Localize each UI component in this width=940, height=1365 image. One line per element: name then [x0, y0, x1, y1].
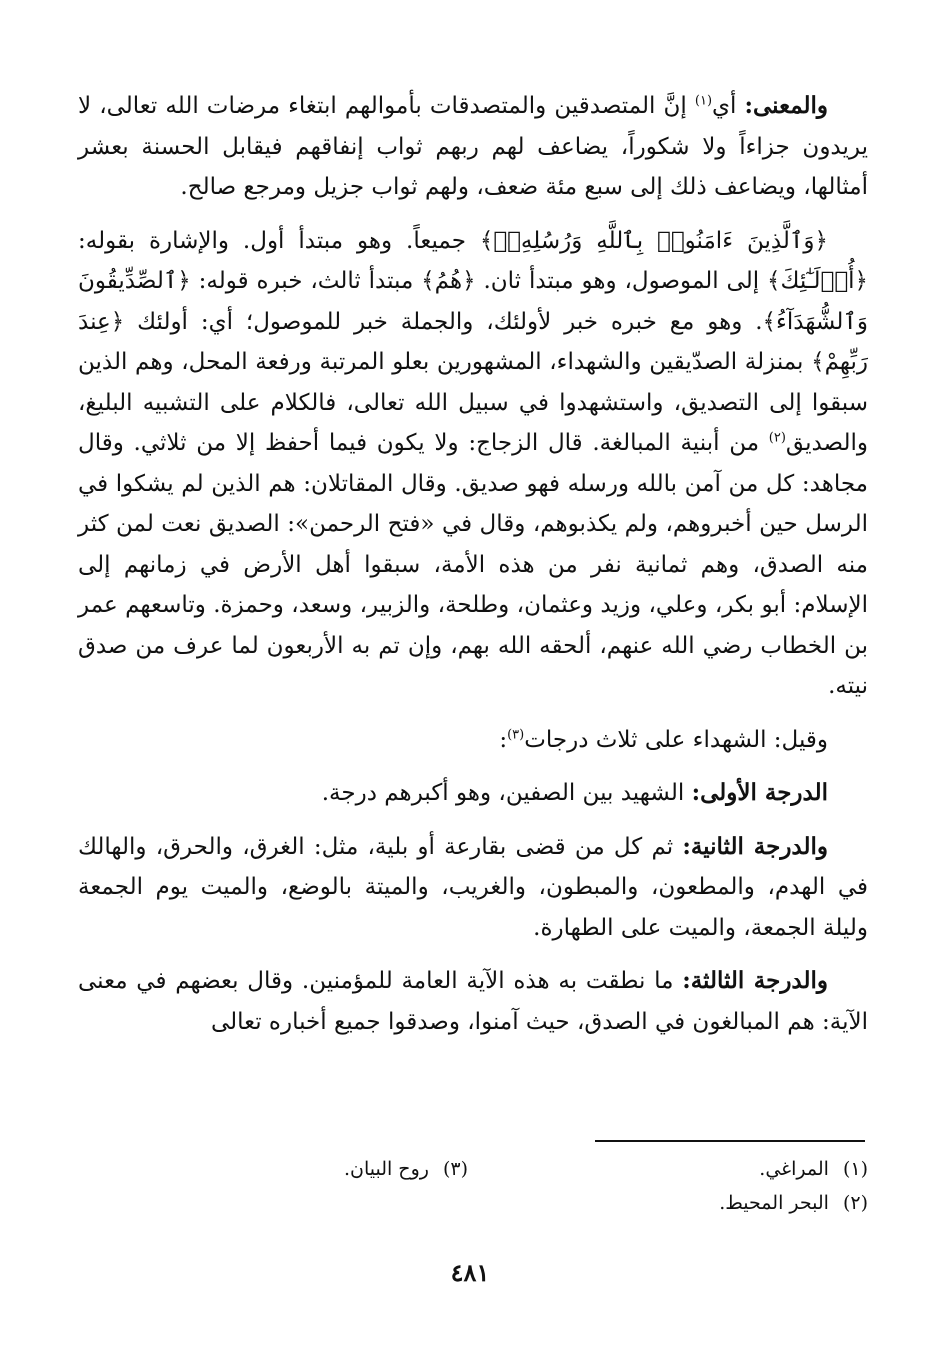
- footnotes-divider: [595, 1140, 865, 1142]
- footnote-ref: (٣): [507, 726, 525, 742]
- footnote-ref: (١): [694, 93, 713, 109]
- paragraph-martyrs-intro: [78, 720, 868, 761]
- text-run: ثم كل من قضى بقارعة أو بلية، مثل: الغرق، والحرق، والهالك في الهدم، والمطعون، والمبطون، والغريب، والميتة بالوضع، والميت يوم الجمعة وليلة الجمعة، والميت على الطهارة.: [78, 833, 868, 941]
- footnote-ref: (٢): [768, 430, 786, 446]
- paragraph-degree-2: [78, 827, 868, 949]
- footnote-text: روح البيان.: [343, 1158, 429, 1180]
- footnote-number: (٣): [442, 1158, 468, 1180]
- paragraph-lead: الدرجة الأولى:: [691, 779, 828, 806]
- footnote-number: (٢): [842, 1192, 868, 1214]
- text-run: أي: [712, 93, 745, 119]
- footnote-text: المراغي.: [759, 1158, 829, 1180]
- paragraph-lead: والدرجة الثالثة:: [682, 967, 829, 994]
- footnote-number: (١): [842, 1158, 868, 1180]
- main-text: [78, 86, 868, 1055]
- paragraph-meaning: [78, 86, 868, 208]
- text-run: ﴿وَٱلَّذِينَ ءَامَنُوا۟ بِٱللَّهِ وَرُسُلِهِۦٓ﴾ جميعاً. وهو مبتدأ أول. والإشارة بقوله: ﴿أُو۟لَـٰٓئِكَ﴾ إلى الموصول، وهو مبتدأ ثان. ﴿هُمُ﴾ مبتدأ ثالث، خبره قوله: ﴿ٱلصِّدِّيقُونَ وَٱلشُّهَدَآءُ﴾. وهو مع خبره خبر لأولئك، والجملة خبر للموصول؛ أي: أولئك ﴿عِندَ رَبِّهِمْ﴾ بمنزلة الصدّيقين والشهداء، المشهورين بعلو المرتبة ورفعة المحل، وهم الذين سبقوا إلى التصديق، واستشهدوا في سبيل الله تعالى، فالكلام على التشبيه البليغ، والصديق: [78, 227, 868, 456]
- paragraph-lead: والمعنى:: [744, 92, 828, 119]
- text-run: الشهيد بين الصفين، وهو أكبرهم درجة.: [321, 780, 692, 806]
- footnote-item: [468, 1152, 868, 1186]
- text-run: وقيل: الشهداء على ثلاث درجات: [524, 726, 828, 753]
- footnote-item: [344, 1152, 468, 1186]
- paragraph-degree-3: [78, 961, 868, 1042]
- footnote-text: البحر المحيط.: [719, 1192, 829, 1214]
- footnote-row: [78, 1152, 868, 1186]
- footnotes: [78, 1152, 868, 1220]
- paragraph-lead: والدرجة الثانية:: [682, 832, 829, 860]
- text-run: ما نطقت به هذه الآية العامة للمؤمنين. وقال بعضهم في معنى الآية: هم المبالغون في الصدق، حيث آمنوا، وصدقوا جميع أخباره تعالى: [78, 968, 868, 1035]
- page-number: ٤٨١: [450, 1258, 490, 1287]
- paragraph-degree-1: [78, 773, 868, 814]
- text-run: من أبنية المبالغة. قال الزجاج: ولا يكون فيما أحفظ إلا من ثلاثي. وقال مجاهد: كل من آمن بالله ورسله فهو صديق. وقال المقاتلان: هم الذين لم يشكوا في الرسل حين أخبروهم، ولم يكذبوهم، وقال في «فتح الرحمن»: الصديق نعت لمن كثر منه الصدق، وهم ثمانية نفر من هذه الأمة، سبقوا أهل الأرض في زمانهم إلى الإسلام: أبو بكر، وعلي، وزيد وعثمان، وطلحة، والزبير، وسعد، وحمزة. وتاسعهم عمر بن الخطاب رضي الله عنهم، ألحقه الله بهم، وإن تم به الأربعون لما عرف من صدق نيته.: [78, 430, 868, 699]
- footnote-row: [78, 1186, 868, 1220]
- text-run: :: [499, 726, 508, 753]
- footnote-item: [468, 1186, 868, 1220]
- text-run: إنَّ المتصدقين والمتصدقات بأموالهم ابتغاء مرضات الله تعالى، لا يريدون جزاءاً ولا شكوراً، يضاعف لهم ربهم ثواب إنفاقهم فيقابل الحسنة بعشر أمثالها، ويضاعف ذلك إلى سبع مئة ضعف، ولهم ثواب جزيل ومرجع صالح.: [78, 93, 868, 200]
- paragraph-commentary: [78, 221, 868, 707]
